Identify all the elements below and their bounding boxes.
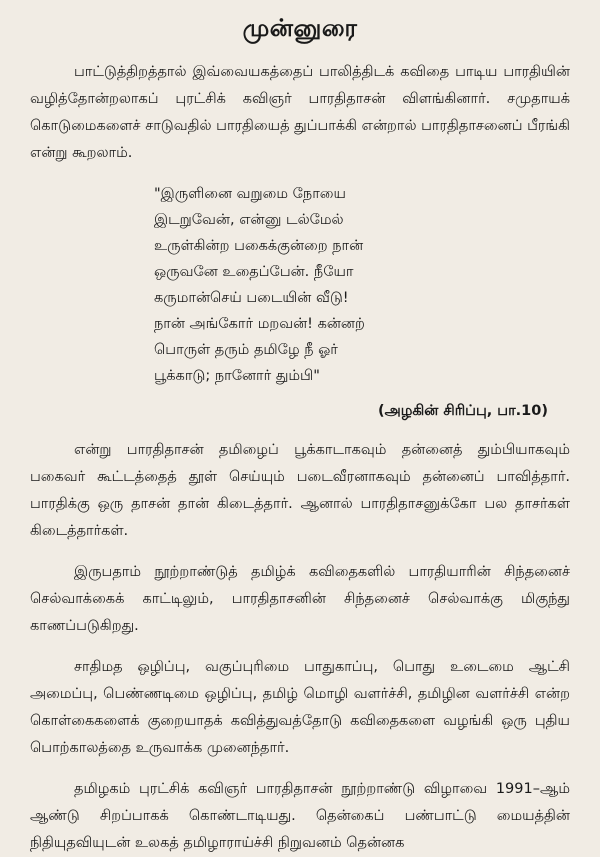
poem-line: பூக்காடு; நானோர் தும்பி" bbox=[154, 368, 320, 384]
paragraph-2: என்று பாரதிதாசன் தமிழைப் பூக்காடாகவும் தன்னைத் தும்பியாகவும் பகைவர் கூட்டத்தைத் தூள் செய்யும் படைவீரனாகவும் தன்னைப் பாவித்தார். பாரதிக்கு ஒரு தாசன் தான் கிடைத்தார். ஆனால் பாரதிதாசனுக்கோ பல தாசர்கள் கிடைத்தார்கள். bbox=[30, 442, 570, 539]
poem-citation: (அழகின் சிரிப்பு, பா.10) bbox=[377, 403, 548, 419]
poem-line: "இருளினை வறுமை நோயை bbox=[154, 186, 346, 202]
paragraph-4: சாதிமத ஒழிப்பு, வகுப்புரிமை பாதுகாப்பு, பொது உடைமை ஆட்சி அமைப்பு, பெண்ணடிமை ஒழிப்பு, தமிழ் மொழி வளர்ச்சி, தமிழின வளர்ச்சி என்ற கொள்கைகளைக் குறையாதக் கவித்துவத்தோடு கவிதைகளை வழங்கி ஒரு புதிய பொற்காலத்தை உருவாக்க முனைந்தார். bbox=[30, 659, 570, 756]
poem-line: ஒருவனே உதைப்பேன். நீயோ bbox=[154, 264, 354, 280]
page-title: முன்னுரை bbox=[242, 14, 358, 42]
paragraph-3: இருபதாம் நூற்றாண்டுத் தமிழ்க் கவிதைகளில் பாரதியாரின் சிந்தனைச் செல்வாக்கைக் காட்டிலும், பாரதிதாசனின் சிந்தனைச் செல்வாக்கு மிகுந்து காணப்படுகிறது. bbox=[30, 564, 570, 634]
poem-line: இடறுவேன், என்னு டல்மேல் bbox=[154, 212, 344, 228]
poem-line: பொருள் தரும் தமிழே நீ ஓர் bbox=[154, 342, 338, 358]
poem-line: நான் அங்கோர் மறவன்! கன்னற் bbox=[154, 316, 365, 332]
poem-line: கருமான்செய் படையின் வீடு! bbox=[154, 290, 349, 306]
paragraph-1: பாட்டுத்திறத்தால் இவ்வையகத்தைப் பாலித்திடக் கவிதை பாடிய பாரதியின் வழித்தோன்றலாகப் புரட்சிக் கவிஞர் பாரதிதாசன் விளங்கினார். சமுதாயக் கொடுமைகளைச் சாடுவதில் பாரதியைத் துப்பாக்கி என்றால் பாரதிதாசனைப் பீரங்கி என்று கூறலாம். bbox=[30, 64, 570, 161]
poem-block bbox=[154, 181, 570, 389]
paragraph-5: தமிழகம் புரட்சிக் கவிஞர் பாரதிதாசன் நூற்றாண்டு விழாவை 1991–ஆம் ஆண்டு சிறப்பாகக் கொண்டாடியது. தென்கைப் பண்பாட்டு மையத்தின் நிதியுதவியுடன் உலகத் தமிழாராய்ச்சி நிறுவனம் தென்னக bbox=[30, 781, 570, 851]
poem-line: உருள்கின்ற பகைக்குன்றை நான் bbox=[154, 238, 364, 254]
